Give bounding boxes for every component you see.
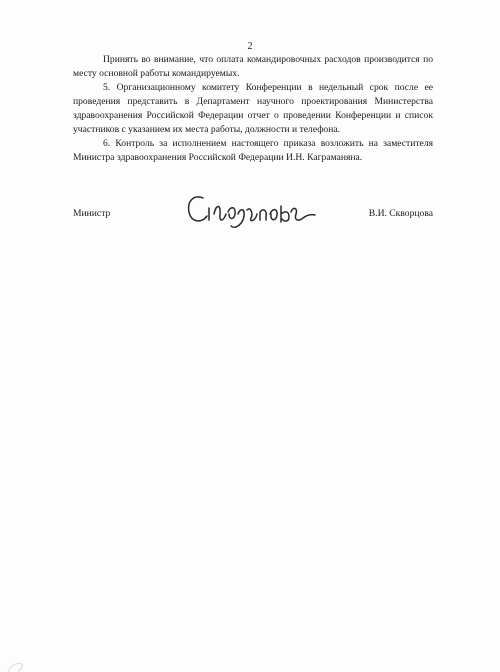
paragraph-item-6: 6. Контроль за исполнением настоящего приказа возложить на заместителя Министра здравоохранения Российской Федерации И.Н. Каграманяна. bbox=[73, 138, 433, 163]
signatory-name: В.И. Скворцова bbox=[368, 208, 433, 219]
handwritten-signature bbox=[183, 184, 323, 234]
signatory-title: Министр bbox=[73, 208, 111, 219]
signature-block bbox=[73, 184, 433, 234]
paragraph-travel-expenses: Принять во внимание, что оплата командировочных расходов производится по месту основной работы командируемых. bbox=[73, 54, 433, 79]
scan-artifact bbox=[0, 632, 30, 672]
order-body bbox=[73, 53, 433, 165]
page-number: 2 bbox=[247, 41, 253, 52]
paragraph-item-5: 5. Организационному комитету Конференции в недельный срок после ее проведения представить в Департамент научного проектирования Министерства здравоохранения Российской Федерации отчет о проведении Конференции и список участников с указанием их места работы, должности и телефона. bbox=[73, 82, 433, 135]
